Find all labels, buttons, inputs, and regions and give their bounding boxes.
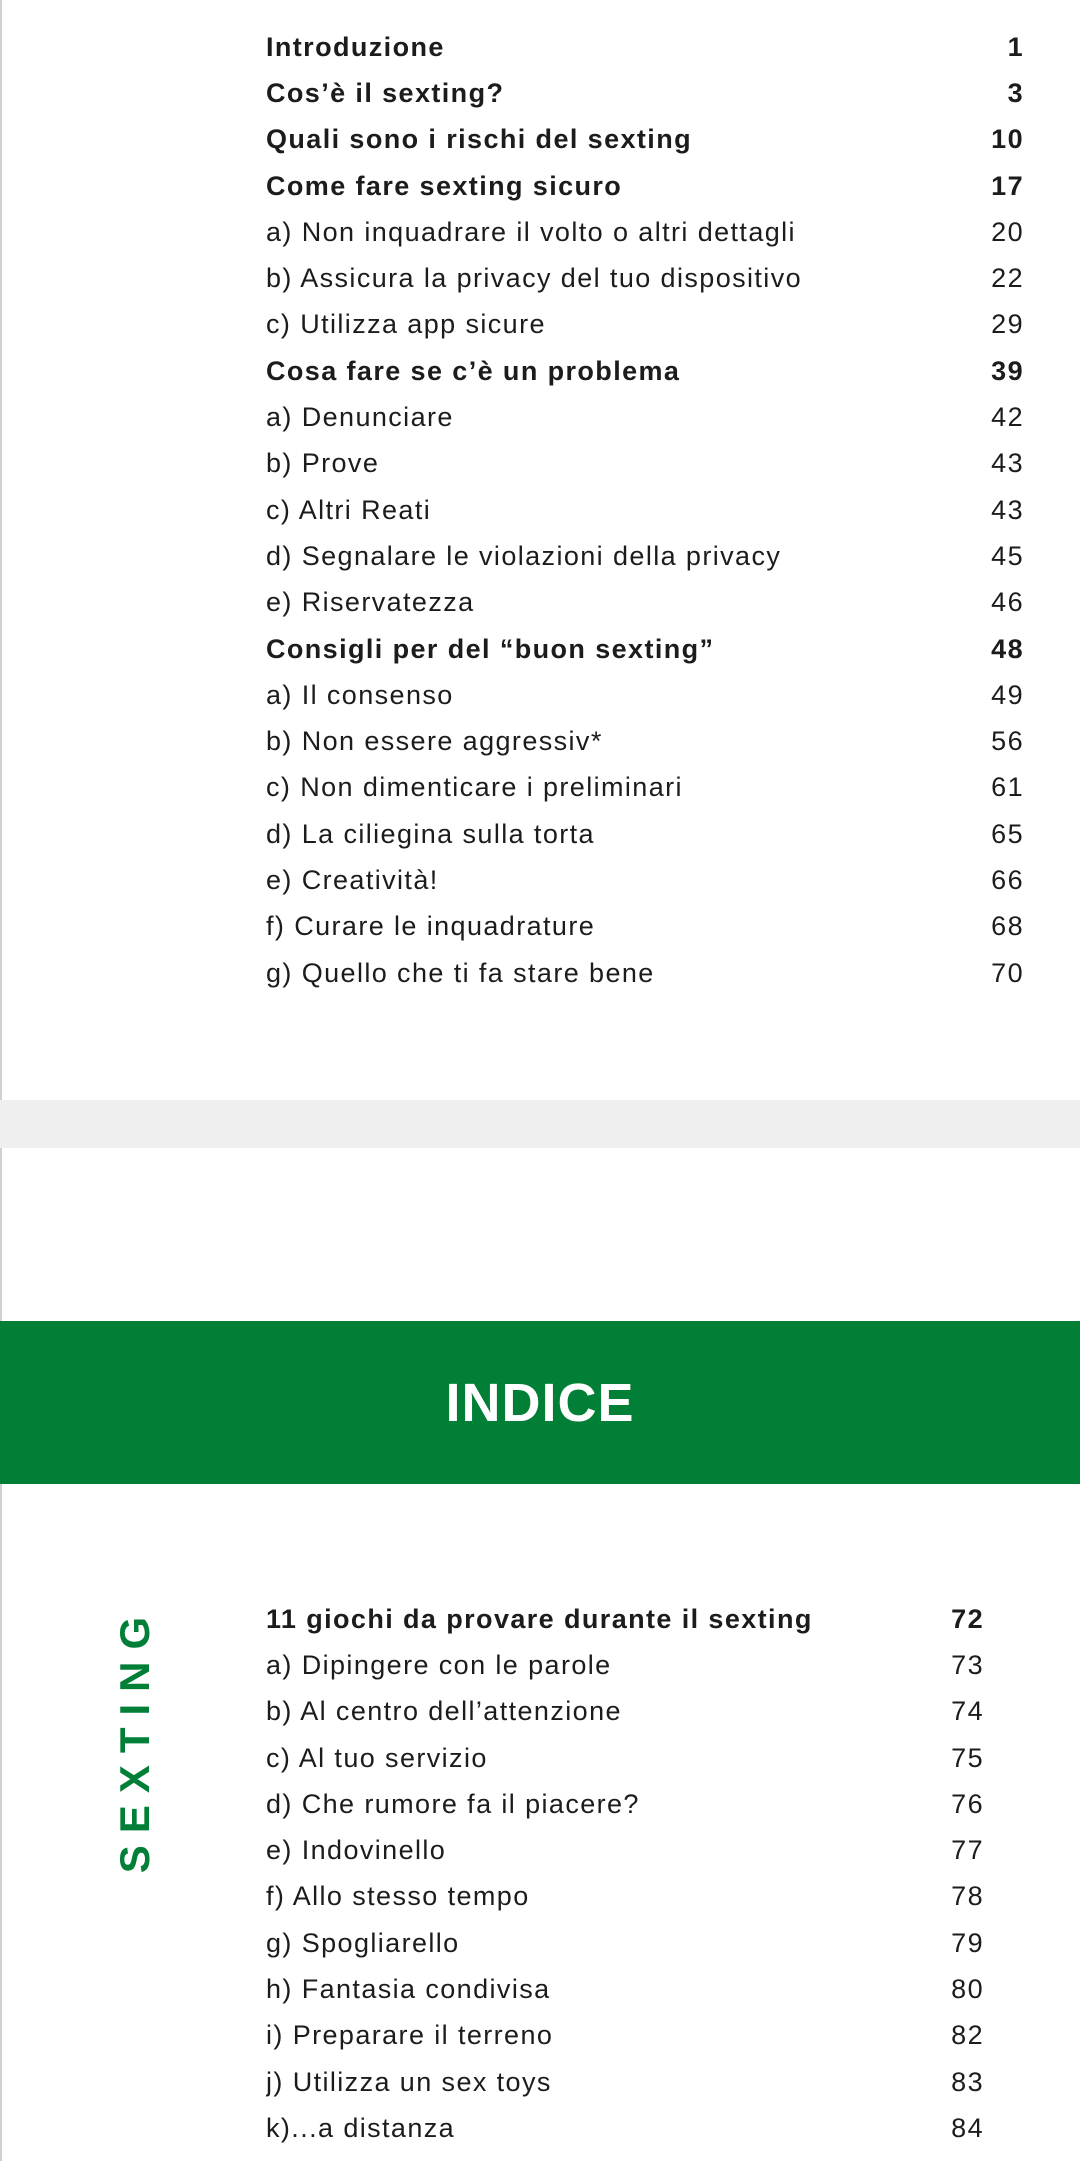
toc-entry <box>266 765 1024 811</box>
toc-entry-page-number: 43 <box>991 494 1024 525</box>
toc-entry-title: f) Curare le inquadrature <box>266 911 596 942</box>
toc-entry-page-number: 68 <box>991 911 1024 942</box>
toc-entry-title: c) Al tuo servizio <box>266 1742 488 1773</box>
toc-entry <box>266 348 1024 394</box>
toc-entry-title: h) Fantasia condivisa <box>266 1974 551 2005</box>
toc-entry-title: c) Altri Reati <box>266 494 432 525</box>
toc-entry-page-number: 66 <box>991 864 1024 895</box>
toc-entry-title: k)...a distanza <box>266 2112 456 2143</box>
toc-entry <box>266 857 1024 903</box>
toc-entry-page-number: 76 <box>951 1788 984 1819</box>
table-of-contents-part-1 <box>266 24 1024 996</box>
toc-entry <box>266 394 1024 440</box>
page-2-left-edge <box>0 1148 2 2161</box>
toc-entry <box>266 2013 984 2059</box>
table-of-contents-part-2 <box>266 1596 984 2152</box>
toc-entry <box>266 950 1024 996</box>
toc-entry-page-number: 20 <box>991 216 1024 247</box>
toc-entry-title: d) Che rumore fa il piacere? <box>266 1788 640 1819</box>
toc-entry <box>266 70 1024 116</box>
toc-entry-page-number: 39 <box>991 355 1024 386</box>
toc-entry-page-number: 61 <box>991 772 1024 803</box>
toc-entry-page-number: 74 <box>951 1696 984 1727</box>
toc-entry-page-number: 78 <box>951 1881 984 1912</box>
toc-entry <box>266 117 1024 163</box>
toc-entry-title: b) Non essere aggressiv* <box>266 726 603 757</box>
toc-entry <box>266 904 1024 950</box>
toc-entry-page-number: 43 <box>991 448 1024 479</box>
toc-entry-title: e) Indovinello <box>266 1835 447 1866</box>
toc-entry-page-number: 10 <box>991 124 1024 155</box>
side-label-text: SEXTING <box>111 1604 158 1874</box>
sexting-side-label <box>76 1604 194 1874</box>
toc-entry-title: d) Segnalare le violazioni della privacy <box>266 540 782 571</box>
toc-entry-title: f) Allo stesso tempo <box>266 1881 530 1912</box>
toc-entry-title: a) Denunciare <box>266 402 454 433</box>
toc-entry-page-number: 22 <box>991 263 1024 294</box>
toc-entry-title: a) Dipingere con le parole <box>266 1649 612 1680</box>
toc-entry <box>266 24 1024 70</box>
toc-entry <box>266 2059 984 2105</box>
toc-entry-title: Come fare sexting sicuro <box>266 170 623 201</box>
toc-entry-page-number: 17 <box>991 170 1024 201</box>
toc-entry <box>266 1642 984 1688</box>
toc-entry-page-number: 49 <box>991 679 1024 710</box>
toc-entry-title: d) La ciliegina sulla torta <box>266 818 595 849</box>
toc-entry <box>266 1827 984 1873</box>
toc-entry-page-number: 77 <box>951 1835 984 1866</box>
toc-entry <box>266 672 1024 718</box>
toc-entry <box>266 1920 984 1966</box>
toc-entry-title: g) Spogliarello <box>266 1927 460 1958</box>
toc-entry <box>266 1874 984 1920</box>
page-1-left-edge <box>0 0 2 1100</box>
toc-entry-page-number: 29 <box>991 309 1024 340</box>
toc-entry <box>266 811 1024 857</box>
toc-entry-title: Consigli per del “buon sexting” <box>266 633 715 664</box>
index-title: INDICE <box>445 1372 635 1433</box>
toc-entry-page-number: 79 <box>951 1927 984 1958</box>
toc-entry-title: c) Non dimenticare i preliminari <box>266 772 683 803</box>
toc-entry-title: Quali sono i rischi del sexting <box>266 124 692 155</box>
toc-entry <box>266 718 1024 764</box>
toc-entry-title: e) Riservatezza <box>266 587 475 618</box>
toc-entry-title: e) Creatività! <box>266 864 439 895</box>
toc-entry-page-number: 48 <box>991 633 1024 664</box>
toc-entry-title: b) Prove <box>266 448 380 479</box>
toc-entry-page-number: 1 <box>1007 31 1024 62</box>
toc-entry-title: Cosa fare se c’è un problema <box>266 355 681 386</box>
toc-entry-title: Introduzione <box>266 31 445 62</box>
toc-entry <box>266 487 1024 533</box>
toc-entry-title: b) Assicura la privacy del tuo dispositivo <box>266 263 803 294</box>
toc-entry-title: a) Non inquadrare il volto o altri dettagli <box>266 216 796 247</box>
toc-entry-page-number: 65 <box>991 818 1024 849</box>
toc-entry-title: j) Utilizza un sex toys <box>266 2066 552 2097</box>
toc-entry-page-number: 3 <box>1007 77 1024 108</box>
page-gap <box>0 1100 1080 1148</box>
toc-entry-title: 11 giochi da provare durante il sexting <box>266 1603 813 1634</box>
toc-entry-page-number: 72 <box>951 1603 984 1634</box>
toc-entry-page-number: 83 <box>951 2066 984 2097</box>
toc-entry <box>266 626 1024 672</box>
toc-entry-page-number: 80 <box>951 1974 984 2005</box>
toc-entry <box>266 441 1024 487</box>
toc-entry-page-number: 56 <box>991 726 1024 757</box>
toc-entry <box>266 533 1024 579</box>
toc-entry <box>266 255 1024 301</box>
toc-entry-title: a) Il consenso <box>266 679 454 710</box>
toc-entry-page-number: 82 <box>951 2020 984 2051</box>
toc-entry <box>266 1735 984 1781</box>
toc-entry-page-number: 73 <box>951 1649 984 1680</box>
toc-entry <box>266 1689 984 1735</box>
toc-entry-page-number: 75 <box>951 1742 984 1773</box>
toc-entry-page-number: 84 <box>951 2112 984 2143</box>
toc-entry <box>266 2105 984 2151</box>
toc-entry-title: c) Utilizza app sicure <box>266 309 546 340</box>
toc-entry <box>266 1596 984 1642</box>
toc-entry-title: i) Preparare il terreno <box>266 2020 554 2051</box>
toc-entry-page-number: 46 <box>991 587 1024 618</box>
toc-entry-page-number: 45 <box>991 540 1024 571</box>
index-banner <box>0 1321 1080 1484</box>
toc-entry-title: Cos’è il sexting? <box>266 77 505 108</box>
toc-entry <box>266 163 1024 209</box>
toc-entry <box>266 580 1024 626</box>
toc-entry <box>266 302 1024 348</box>
toc-entry-page-number: 42 <box>991 402 1024 433</box>
toc-entry <box>266 1781 984 1827</box>
toc-entry-title: g) Quello che ti fa stare bene <box>266 957 655 988</box>
toc-entry-title: b) Al centro dell’attenzione <box>266 1696 622 1727</box>
toc-entry <box>266 209 1024 255</box>
toc-entry <box>266 1966 984 2012</box>
toc-entry-page-number: 70 <box>991 957 1024 988</box>
